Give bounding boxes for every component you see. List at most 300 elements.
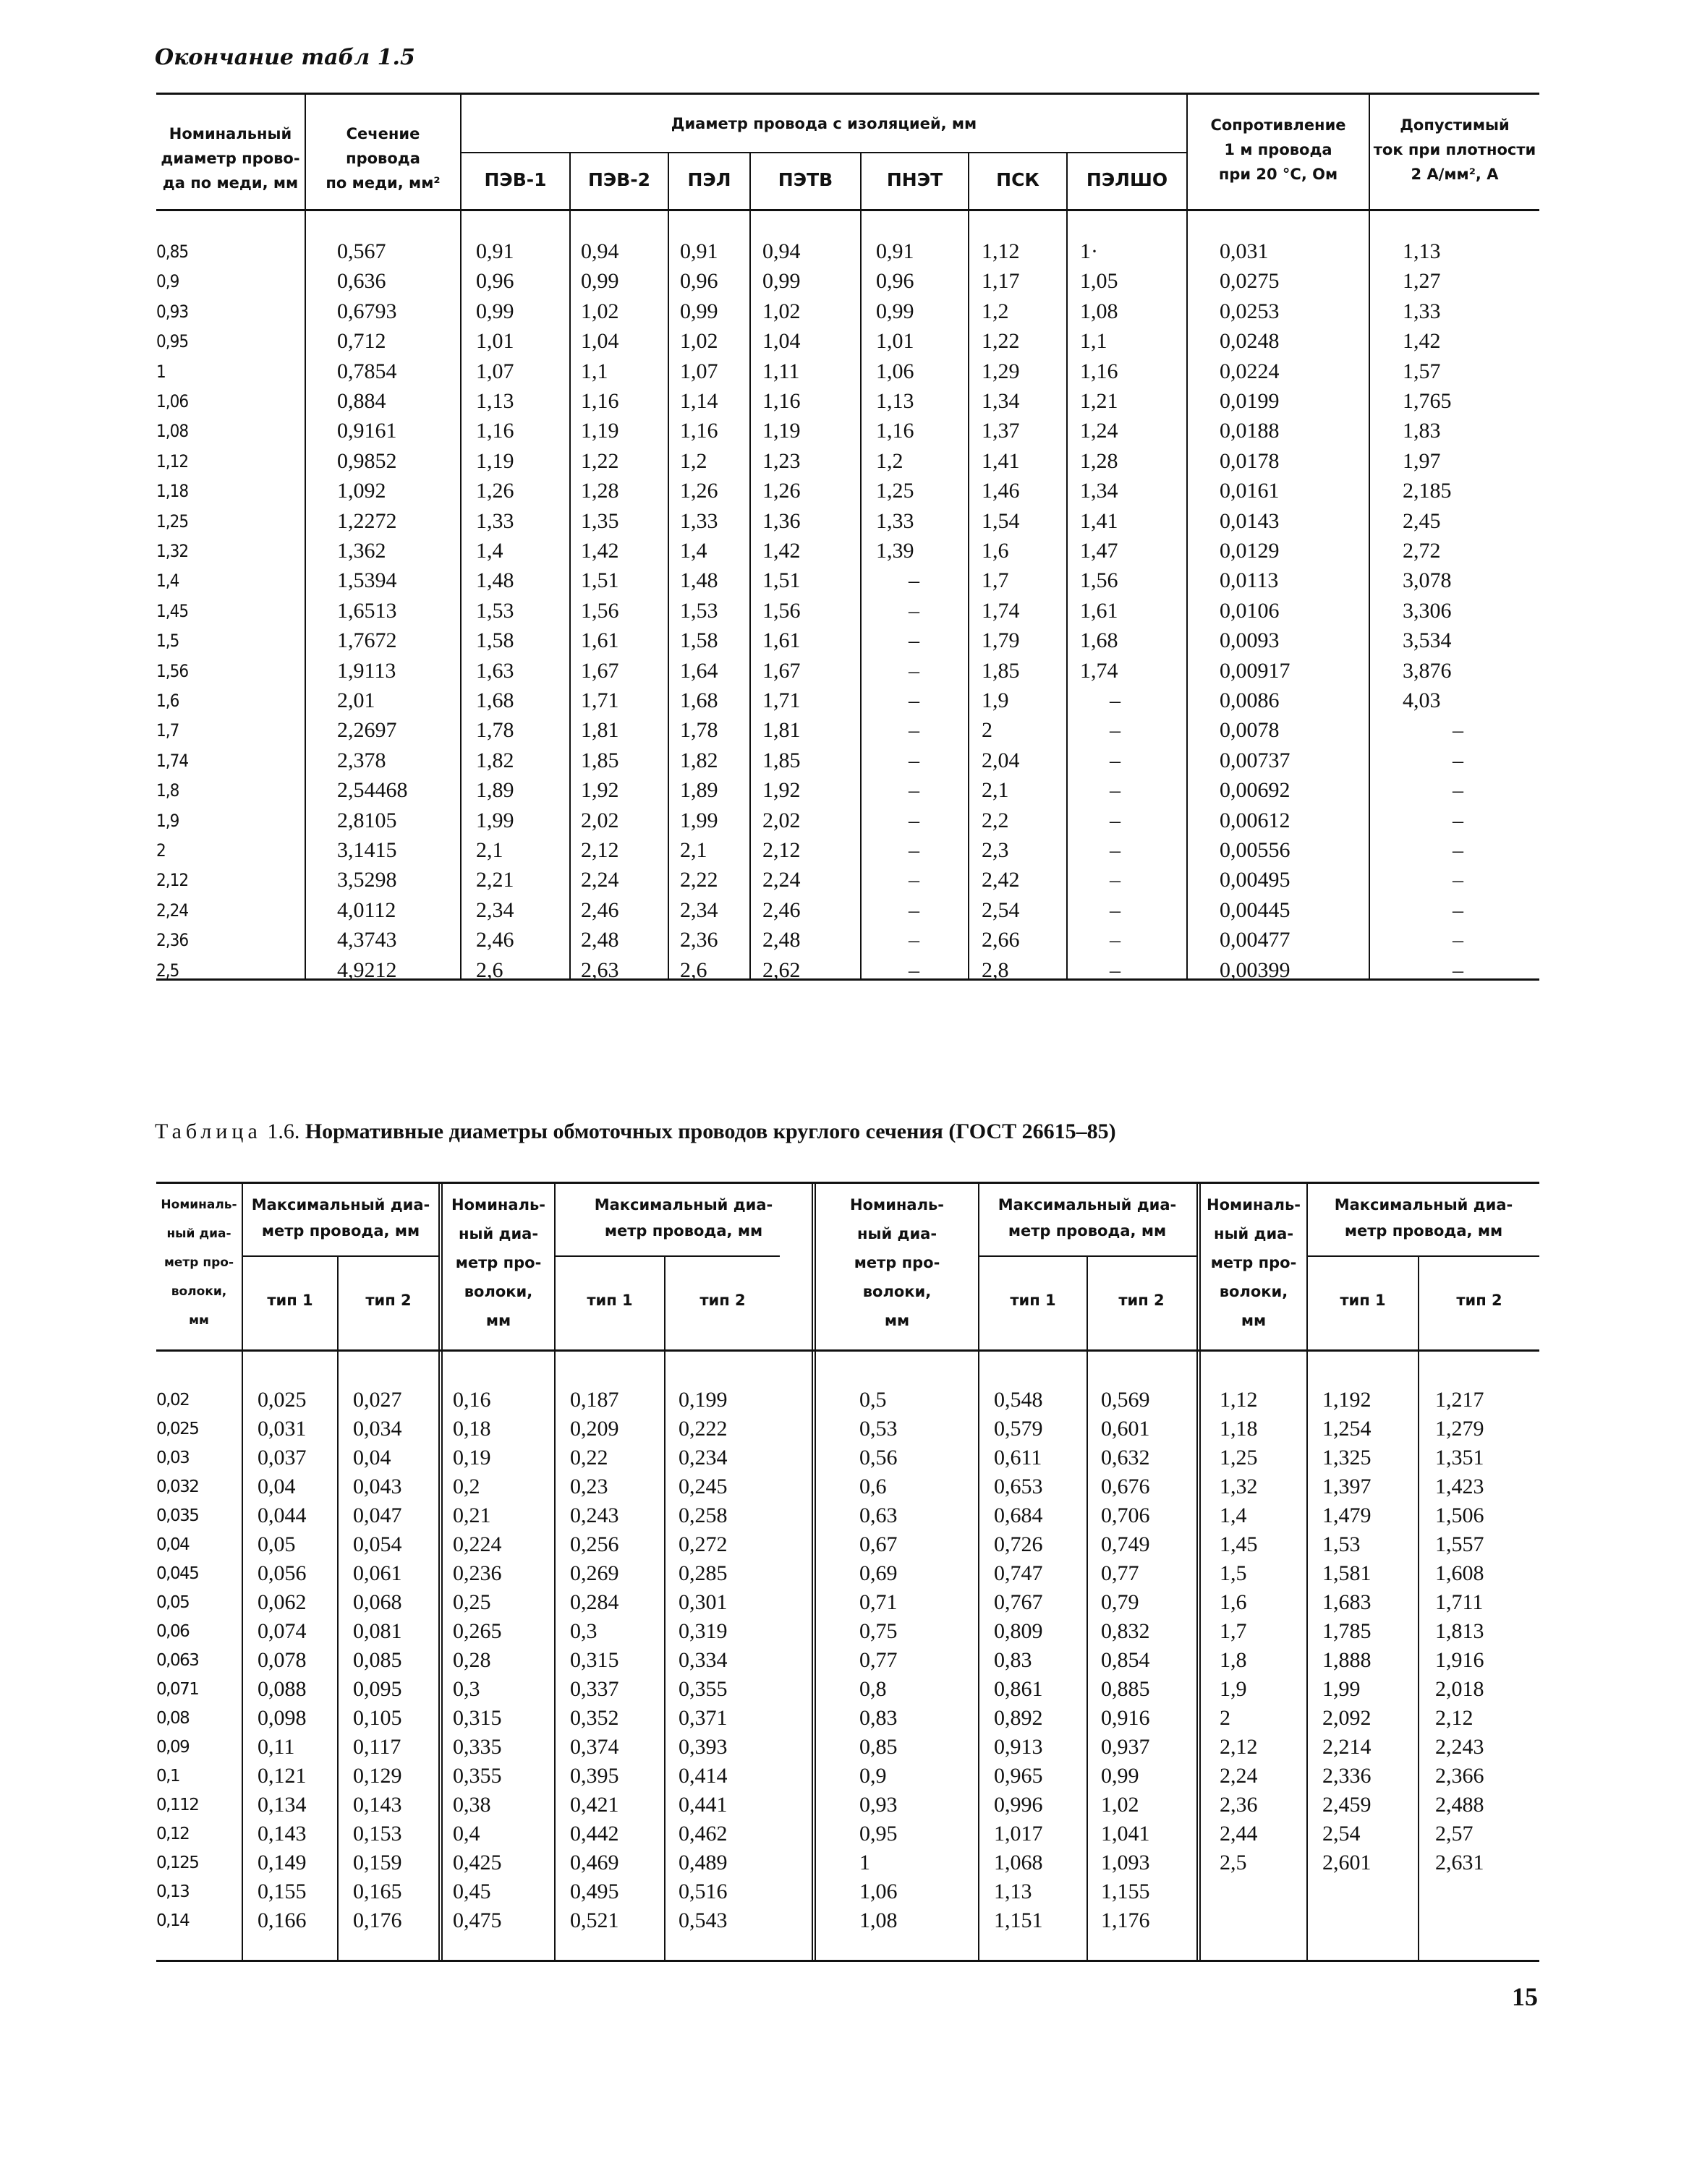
table-cell: 0,67 (859, 1532, 898, 1556)
table-cell: 0,222 (679, 1417, 728, 1441)
table-cell: 0,13 (156, 1882, 190, 1901)
table-cell: 1,28 (1080, 448, 1118, 473)
table-cell: 2,378 (337, 748, 386, 772)
table-cell: – (909, 568, 919, 593)
table-cell: 1,08 (156, 421, 189, 442)
table-cell: 1,13 (876, 389, 914, 413)
table-cell: 0,078 (258, 1648, 307, 1672)
table-cell: 1,19 (581, 419, 619, 443)
table-cell: 1,42 (762, 539, 801, 563)
table-cell: 0,159 (353, 1851, 402, 1874)
header-type-1: тип 1 (267, 1292, 313, 1309)
table-cell: 1,83 (1403, 419, 1441, 443)
table-cell: 0,937 (1101, 1735, 1150, 1759)
table-cell: 1,33 (476, 508, 514, 533)
table-cell: 0,611 (994, 1446, 1042, 1469)
table-cell: 0,0113 (1220, 568, 1279, 593)
table-cell: 1,19 (762, 419, 801, 443)
table-cell: 0,187 (570, 1388, 619, 1412)
table-cell: 0,301 (679, 1590, 728, 1614)
table-cell: 0,543 (679, 1908, 728, 1932)
table-cell: 0,93 (859, 1793, 898, 1817)
table-cell: 2,46 (581, 897, 619, 922)
table-cell: 0,96 (876, 269, 914, 294)
table-cell: 0,913 (994, 1735, 1043, 1759)
table-cell: 1,02 (762, 299, 801, 323)
table-cell: – (1110, 688, 1120, 712)
table-cell: 0,569 (1101, 1388, 1150, 1412)
header-type-1: тип 1 (587, 1292, 633, 1309)
table-cell: 0,3 (570, 1619, 598, 1643)
table-cell: 0,99 (476, 299, 514, 323)
table-cell: 1,68 (476, 688, 514, 712)
table-cell: 1,06 (156, 391, 189, 411)
table-cell: 0,044 (258, 1503, 307, 1527)
table-cell: 1,56 (762, 598, 801, 623)
table-cell: 0,134 (258, 1793, 307, 1817)
table-cell: 0,91 (476, 239, 514, 263)
table-cell: 0,00917 (1220, 658, 1290, 683)
table-cell: 0,071 (156, 1680, 199, 1699)
table-cell: 1,85 (762, 748, 801, 772)
table-cell: – (909, 897, 919, 922)
table-cell: 0,062 (258, 1590, 307, 1614)
table-cell: 1,29 (982, 359, 1020, 383)
table-cell: 1,9 (982, 688, 1009, 712)
table-cell: 1,22 (982, 329, 1020, 354)
table-cell: 0,025 (156, 1420, 199, 1438)
table-cell: 0,71 (859, 1590, 898, 1614)
header-insulated-diameter-group: Диаметр провода с изоляцией, мм (671, 115, 977, 132)
table-cell: 0,054 (353, 1532, 402, 1556)
table-cell: 1,6 (982, 539, 1009, 563)
table-cell: 0,767 (994, 1590, 1043, 1614)
table-cell: 2,631 (1435, 1851, 1484, 1874)
table-cell: 1,37 (982, 419, 1020, 443)
table-cell: 2 (1220, 1706, 1230, 1730)
table-cell: 1,79 (982, 628, 1020, 653)
table-cell: 1,32 (156, 541, 189, 561)
table-cell: 1,683 (1322, 1590, 1372, 1614)
header-pnet: ПНЭТ (886, 169, 943, 190)
table-cell: 4,3743 (337, 928, 397, 952)
table-cell: 0,352 (570, 1706, 619, 1730)
table-cell: 1,06 (876, 359, 914, 383)
table-cell: 2,57 (1435, 1822, 1474, 1846)
table-cell: 1,13 (476, 389, 514, 413)
table-cell: 1,08 (1080, 299, 1118, 323)
table-cell: 1,25 (876, 479, 914, 503)
table-cell: 0,256 (570, 1532, 619, 1556)
table-cell: 0,0078 (1220, 718, 1280, 743)
table-cell: 3,876 (1403, 658, 1452, 683)
table-cell: 0,258 (679, 1503, 728, 1527)
table-cell: 1,16 (762, 389, 801, 413)
header-nominal-diameter: Номинальный диаметр прово- да по меди, мм (161, 125, 300, 192)
table-cell: 2,34 (476, 897, 514, 922)
table-cell: 0,0161 (1220, 479, 1280, 503)
table-cell: 1,67 (581, 658, 619, 683)
table-cell: 0,99 (876, 299, 914, 323)
table-cell: 0,199 (679, 1388, 728, 1412)
table-cell: 0,00692 (1220, 778, 1290, 803)
table-cell: 2,21 (476, 868, 514, 892)
table-cell: 0,05 (156, 1593, 190, 1612)
table-cell: 0,19 (453, 1446, 491, 1469)
table-cell: 0,035 (156, 1506, 199, 1525)
table-cell: – (909, 748, 919, 772)
table-cell: 2,66 (982, 928, 1020, 952)
table-cell: 1,2 (680, 448, 707, 473)
table-cell: – (909, 808, 919, 832)
table-cell: 2,22 (680, 868, 718, 892)
page-number: 15 (1512, 1982, 1538, 2011)
table-cell: 1,017 (994, 1822, 1043, 1846)
table-cell: 0,676 (1101, 1475, 1150, 1498)
table-cell: 1,27 (1403, 269, 1441, 294)
table-cell: – (1453, 928, 1463, 952)
table-cell: – (909, 778, 919, 803)
table-cell: – (1453, 897, 1463, 922)
table-cell: 0,965 (994, 1764, 1043, 1788)
table-cell: 0,105 (353, 1706, 402, 1730)
table-cell: 1,19 (476, 448, 514, 473)
header-max-diameter: Максимальный диа- метр провода, мм (251, 1196, 430, 1240)
table-cell: 0,91 (680, 239, 718, 263)
table-cell: 1,51 (762, 568, 801, 593)
table-cell: 1,18 (1220, 1417, 1258, 1441)
table-cell: 1,33 (876, 508, 914, 533)
table-cell: 1,4 (1220, 1503, 1247, 1527)
table-cell: 1,9 (1220, 1677, 1247, 1701)
table-cell: 0,234 (679, 1446, 728, 1469)
table-cell: – (1110, 718, 1120, 743)
table-cell: 1 (156, 361, 166, 382)
table-cell: 2,8 (982, 957, 1009, 982)
table-cell: 1,1 (581, 359, 608, 383)
table-cell: – (1110, 868, 1120, 892)
table-cell: 2,2697 (337, 718, 397, 743)
table-cell: – (1110, 748, 1120, 772)
table-cell: 0,5 (859, 1388, 887, 1412)
table-cell: – (909, 688, 919, 712)
table-cell: 0,00399 (1220, 957, 1290, 982)
table-cell: 1,46 (982, 479, 1020, 503)
table-cell: 1,74 (982, 598, 1020, 623)
table-cell: 1,01 (876, 329, 914, 354)
table-cell: 2,092 (1322, 1706, 1372, 1730)
table-cell: 0,074 (258, 1619, 307, 1643)
table-cell: 1,85 (982, 658, 1020, 683)
table-cell: 1,28 (581, 479, 619, 503)
table-cell: 0,056 (258, 1561, 307, 1585)
table-cell: 0,79 (1101, 1590, 1139, 1614)
table-cell: 2,488 (1435, 1793, 1484, 1817)
table-cell: – (1453, 718, 1463, 743)
table-cell: 1,92 (762, 778, 801, 803)
table-cell: 0,034 (353, 1417, 402, 1441)
table-cell: 1,916 (1435, 1648, 1484, 1672)
table-cell: 1,56 (581, 598, 619, 623)
table-cell: 0,047 (353, 1503, 402, 1527)
table-cell: 0,272 (679, 1532, 728, 1556)
table-cell: 2,72 (1403, 539, 1441, 563)
table-cell: 1,6 (156, 691, 179, 711)
table-cell: 0,885 (1101, 1677, 1150, 1701)
table-cell: 1,8 (156, 780, 179, 801)
table-cell: 2,24 (762, 868, 801, 892)
table-cell: 1,2 (876, 448, 903, 473)
header-nominal-wire-diameter: Номиналь- ный диа- метр про- волоки, мм (850, 1196, 944, 1329)
table-cell: 0,475 (453, 1908, 502, 1932)
continuation-caption: Окончание табл 1.5 (155, 45, 415, 70)
table-cell: 2 (156, 840, 166, 861)
table-cell: 0,269 (570, 1561, 619, 1585)
table-cell: 0,96 (476, 269, 514, 294)
table-cell: 0,99 (762, 269, 801, 294)
table-cell: 1,351 (1435, 1446, 1484, 1469)
table-cell: 0,712 (337, 329, 386, 354)
header-pev2: ПЭВ-2 (587, 169, 651, 190)
table-cell: 0,653 (994, 1475, 1043, 1498)
table-cell: 0,14 (156, 1911, 190, 1930)
table-cell: 1,16 (1080, 359, 1118, 383)
table-cell: 0,9 (156, 271, 179, 292)
table-cell: 2,12 (581, 838, 619, 862)
table-cell: 1,34 (982, 389, 1020, 413)
table-cell: 1,11 (762, 359, 800, 383)
table-cell: 0,85 (859, 1735, 898, 1759)
table-cell: 0,143 (258, 1822, 307, 1846)
table-cell: 0,96 (680, 269, 718, 294)
header-petv: ПЭТВ (778, 169, 833, 190)
table-cell: – (909, 658, 919, 683)
table-cell: 1,33 (1403, 299, 1441, 323)
table-cell: 1,82 (680, 748, 718, 772)
table-cell: 1,765 (1403, 389, 1452, 413)
table-cell: 1,04 (581, 329, 619, 354)
table-cell: 1,92 (581, 778, 619, 803)
table-cell: 1,74 (1080, 658, 1118, 683)
table-cell: 0,749 (1101, 1532, 1150, 1556)
table-cell: – (1453, 868, 1463, 892)
header-type-1: тип 1 (1010, 1292, 1056, 1309)
table-cell: 0,99 (581, 269, 619, 294)
table-cell: 3,5298 (337, 868, 397, 892)
table-cell: 0,00477 (1220, 928, 1290, 952)
table-cell: 1,81 (762, 718, 801, 743)
table-cell: 0,095 (353, 1677, 402, 1701)
table-cell: 1,82 (476, 748, 514, 772)
table-cell: 1,8 (1220, 1648, 1247, 1672)
table-cell: 0,236 (453, 1561, 502, 1585)
table-cell: 0,395 (570, 1764, 619, 1788)
table-cell: 0,28 (453, 1648, 491, 1672)
table-cell: 0,69 (859, 1561, 898, 1585)
table-cell: 1,2 (982, 299, 1009, 323)
header-nominal-wire-diameter: Номиналь- ный диа- метр про- волоки, мм (161, 1198, 237, 1328)
table-cell: 0,285 (679, 1561, 728, 1585)
table-cell: 3,306 (1403, 598, 1452, 623)
table-cell: 1,63 (476, 658, 514, 683)
header-psk: ПСК (996, 169, 1039, 190)
table-cell: 1,58 (680, 628, 718, 653)
table-cell: – (909, 838, 919, 862)
table-cell: 0,355 (679, 1677, 728, 1701)
table-cell: 0,04 (258, 1475, 296, 1498)
table-cell: 0,00612 (1220, 808, 1290, 832)
table-cell: 2,2 (982, 808, 1009, 832)
table-cell: 1,14 (680, 389, 718, 413)
table-cell: 1,362 (337, 539, 386, 563)
table-cell: 1,78 (476, 718, 514, 743)
table-cell: 0,085 (353, 1648, 402, 1672)
table-cell: 3,534 (1403, 628, 1452, 653)
table-cell: 1,45 (1220, 1532, 1258, 1556)
table-cell: 1,7 (982, 568, 1009, 593)
table-cell: 1,48 (476, 568, 514, 593)
table-cell: 0,08 (156, 1709, 190, 1728)
table-cell: 1,12 (1220, 1388, 1258, 1412)
table-cell: 0,1 (156, 1767, 180, 1786)
table-cell: 2,24 (1220, 1764, 1258, 1788)
table-cell: 0,861 (994, 1677, 1043, 1701)
table-cell: 2,6 (680, 957, 707, 982)
table-cell: – (909, 628, 919, 653)
table-cell: 0,0086 (1220, 688, 1280, 712)
table-cell: 1,13 (994, 1880, 1032, 1903)
table-cell: 2,54 (982, 897, 1020, 922)
table-cell: 0,088 (258, 1677, 307, 1701)
table-cell: 0,75 (859, 1619, 898, 1643)
table-cell: 0,56 (859, 1446, 898, 1469)
table-cell: 1,608 (1435, 1561, 1484, 1585)
table-cell: 0,00737 (1220, 748, 1290, 772)
table-cell: 0,9852 (337, 448, 397, 473)
table-cell: 4,9212 (337, 957, 397, 982)
table-cell: 1,61 (1080, 598, 1118, 623)
table-cell: 1,89 (680, 778, 718, 803)
table-cell: 1,51 (581, 568, 619, 593)
table-cell: 0,91 (876, 239, 914, 263)
table-cell: – (909, 718, 919, 743)
table-cell: 0,95 (156, 331, 189, 352)
table-cell: 0,0224 (1220, 359, 1280, 383)
table-cell: 0,916 (1101, 1706, 1150, 1730)
table-cell: 1,21 (1080, 389, 1118, 413)
table-cell: 1,33 (680, 508, 718, 533)
table-cell: 0,068 (353, 1590, 402, 1614)
table-cell: 2,34 (680, 897, 718, 922)
table-cell: – (1453, 957, 1463, 982)
table-cell: 1,6 (1220, 1590, 1247, 1614)
table-cell: 0,00495 (1220, 868, 1290, 892)
table-cell: 1,57 (1403, 359, 1441, 383)
table-cell: 0,11 (258, 1735, 295, 1759)
table-cell: 1,08 (859, 1908, 898, 1932)
table-cell: – (1110, 957, 1120, 982)
table-cell: 0,371 (679, 1706, 728, 1730)
table-cell: 1,04 (762, 329, 801, 354)
table-cell: 1,7 (156, 720, 179, 741)
table-cell: 1,06 (859, 1880, 898, 1903)
table-cell: – (1110, 928, 1120, 952)
table-cell: 0,8 (859, 1677, 887, 1701)
table-cell: 2,214 (1322, 1735, 1372, 1759)
table-cell: – (909, 957, 919, 982)
table-cell: 0,098 (258, 1706, 307, 1730)
table-cell: 0,601 (1101, 1417, 1150, 1441)
table-cell: 0,632 (1101, 1446, 1150, 1469)
table-cell: 1,217 (1435, 1388, 1484, 1412)
table-cell: 0,081 (353, 1619, 402, 1643)
table-cell: 2,04 (982, 748, 1020, 772)
table-cell: 1,32 (1220, 1475, 1258, 1498)
table-cell: 0,04 (156, 1535, 190, 1554)
table-cell: 1,1 (1080, 329, 1107, 354)
table-cell: 0,85 (156, 242, 189, 262)
table-cell: 2,36 (156, 930, 189, 951)
table-cell: 0,155 (258, 1880, 307, 1903)
header-max-diameter: Максимальный диа- метр провода, мм (594, 1196, 773, 1240)
table-cell: 0,6793 (337, 299, 397, 323)
table-cell: 2,46 (476, 928, 514, 952)
table-cell: 0,53 (859, 1417, 898, 1441)
table-cell: 1,4 (476, 539, 503, 563)
table-cell: 2,185 (1403, 479, 1452, 503)
table-cell: 2,243 (1435, 1735, 1484, 1759)
table-cell: – (1110, 778, 1120, 803)
table-cell: 0,031 (258, 1417, 307, 1441)
table-cell: 0,176 (353, 1908, 402, 1932)
table-cell: 0,99 (680, 299, 718, 323)
table-cell: – (1453, 748, 1463, 772)
table-cell: 1,41 (1080, 508, 1118, 533)
table-cell: 0,6 (859, 1475, 887, 1498)
table-cell: 1,07 (476, 359, 514, 383)
table-cell: 0,045 (156, 1564, 199, 1583)
header-allowed-current: Допустимый ток при плотности 2 А/мм², А (1373, 116, 1536, 183)
table-cell: 2,48 (581, 928, 619, 952)
table-cell: – (1110, 897, 1120, 922)
table-cell: 2,36 (1220, 1793, 1258, 1817)
table-cell: 1,26 (762, 479, 801, 503)
table-cell: 0,025 (258, 1388, 307, 1412)
table-cell: 3,1415 (337, 838, 397, 862)
table-cell: 0,63 (859, 1503, 898, 1527)
table-cell: 0,832 (1101, 1619, 1150, 1643)
table-cell: 0,00556 (1220, 838, 1290, 862)
table-cell: 2,24 (156, 900, 189, 921)
table-cell: 0,495 (570, 1880, 619, 1903)
table-cell: 0,996 (994, 1793, 1043, 1817)
table-cell: 1,02 (581, 299, 619, 323)
table-cell: 0,334 (679, 1648, 728, 1672)
table-cell: 1,5394 (337, 568, 397, 593)
table-cell: 1,479 (1322, 1503, 1372, 1527)
table-cell: 1,506 (1435, 1503, 1484, 1527)
table-cell: 0,16 (453, 1388, 491, 1412)
table-cell: 1,151 (994, 1908, 1043, 1932)
table-cell: 1,71 (581, 688, 619, 712)
table-cell: 0,209 (570, 1417, 619, 1441)
table-cell: 0,579 (994, 1417, 1043, 1441)
table-cell: 0,355 (453, 1764, 502, 1788)
table-cell: 1,16 (476, 419, 514, 443)
table-cell: 0,315 (453, 1706, 502, 1730)
table-cell: 0,2 (453, 1475, 480, 1498)
table-cell: 0,95 (859, 1822, 898, 1846)
